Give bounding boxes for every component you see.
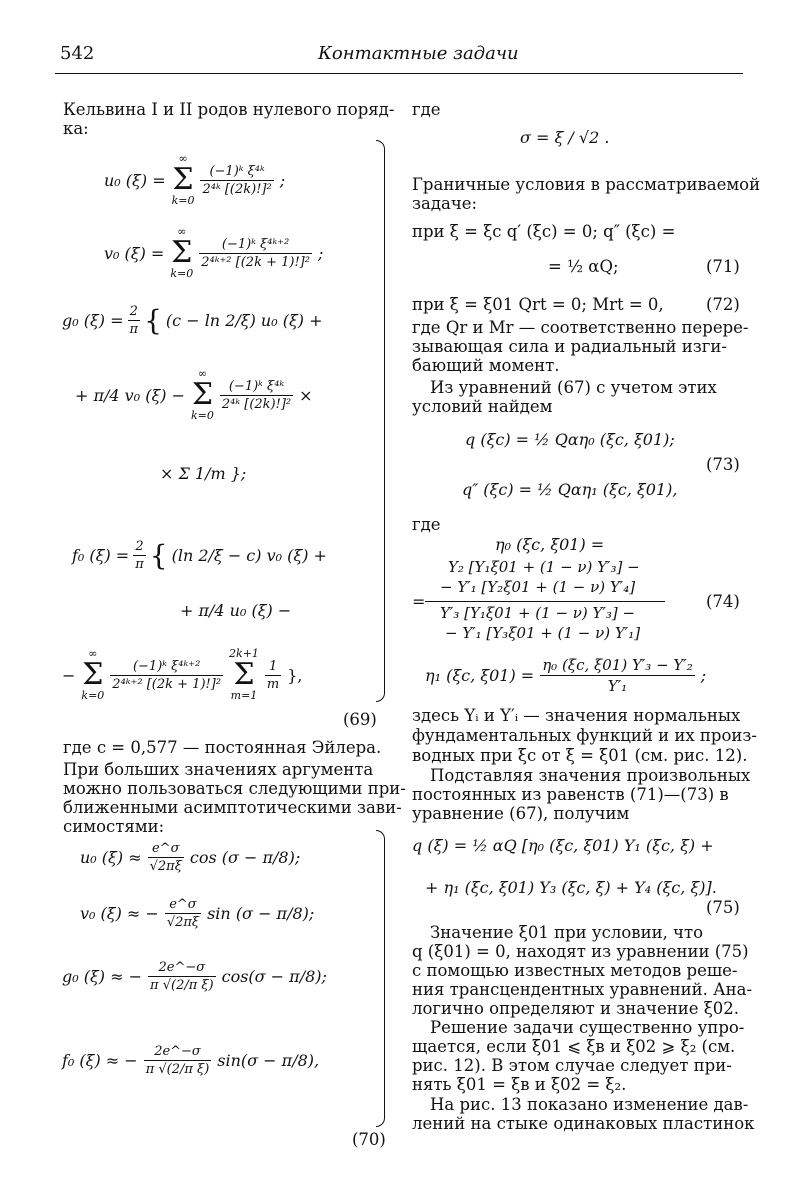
eq71-number: (71) [706, 257, 740, 276]
from-67-text: Из уравнений (67) с учетом этих условий найдем [412, 378, 717, 416]
eq69-u0: u₀ (ξ) = ∞ Σ k=0 $\frac{\text{(−1)ᵏ ξ⁴ᵏ}}{\text{2⁴ᵏ [(2k)!]²}}$ ; [104, 152, 286, 207]
eq74-num2: − Y′₁ [Y₂ξ01 + (1 − ν) Y′₄] [440, 578, 636, 596]
eq74-den1: Y′₃ [Y₁ξ01 + (1 − ν) Y′₃] − [440, 604, 636, 622]
eq73-line2: q″ (ξc) = ½ Qαη₁ (ξc, ξ01), [462, 480, 678, 499]
paragraph-fig13: На рис. 13 показано изменение дав- лений на стыке одинаковых пластинок [412, 1095, 755, 1133]
eq70-u0: u₀ (ξ) ≈ $\frac{e\^{}\sigma}{√2\pi\xi}$ cos (σ − π/8); [80, 840, 301, 874]
eq75-number: (75) [706, 898, 740, 917]
eq70-v0: v₀ (ξ) ≈ − $\frac{e\^{}\sigma}{√2\pi\xi}$ sin (σ − π/8); [80, 896, 315, 930]
condition-71-line2: = ½ αQ; [548, 257, 619, 276]
eq73-number: (73) [706, 455, 740, 474]
sigma-definition: σ = ξ / √2 . [520, 128, 610, 147]
eq70-f0: f₀ (ξ) ≈ − $\frac{2e\^{}-\sigma}{\text{π √(2/π ξ)}}$ sin(σ − π/8), [62, 1043, 320, 1077]
eq69-number: (69) [343, 710, 377, 729]
page-number: 542 [60, 43, 95, 64]
condition-71-line1: при ξ = ξc q′ (ξc) = 0; q″ (ξc) = [412, 222, 676, 241]
eq69-g0: g₀ (ξ) = $\frac{2}{\pi}$ { (c − ln 2/ξ) u₀ (ξ) + [62, 303, 323, 337]
intro-text: Кельвина I и II родов нулевого поряд- ка: [63, 100, 395, 138]
eq74-fraction-bar [425, 601, 665, 602]
eq74-num1: Y₂ [Y₁ξ01 + (1 − ν) Y′₃] − [448, 558, 640, 576]
eq75-line2: + η₁ (ξc, ξ01) Y₃ (ξc, ξ) + Y₄ (ξc, ξ)]. [425, 878, 717, 897]
asymptotic-intro: При больших значениях аргумента можно пользоваться следующими при- ближенными асимптотическими зави- симостями: [63, 760, 406, 836]
where-72-text: где Qr и Mr — соответственно перере- зывающая сила и радиальный изги- бающий момент. [412, 318, 749, 375]
eq75-line1: q (ξ) = ½ αQ [η₀ (ξc, ξ01) Y₁ (ξc, ξ) + [412, 836, 714, 855]
header-rule [55, 73, 743, 74]
eq74-den2: − Y′₁ [Y₃ξ01 + (1 − ν) Y′₁] [445, 624, 641, 642]
eq74-equals: = [412, 592, 426, 611]
eq70-g0: g₀ (ξ) ≈ − $\frac{2e\^{}-\sigma}{\text{π √(2/π ξ)}}$ cos(σ − π/8); [62, 959, 327, 993]
paragraph-simplification: Решение задачи существенно упро- щается, если ξ01 ⩽ ξв и ξ02 ⩾ ξ₂ (см. рис. 12). В этом случае следует при- нять ξ01 = ξв и ξ02 = ξ₂. [412, 1018, 745, 1094]
eq69-g0-line2: + π/4 v₀ (ξ) − ∞ Σ k=0 $\frac{\text{(−1)ᵏ ξ⁴ᵏ}}{\text{2⁴ᵏ [(2k)!]²}}$ × [75, 367, 313, 422]
here-text: здесь Yᵢ и Y′ᵢ — значения нормальных фундаментальных функций и их произ- водных при ξc от ξ = ξ01 (см. рис. 12). [412, 706, 757, 765]
euler-constant-text: где c = 0,577 — постоянная Эйлера. [63, 738, 382, 757]
eq69-brace [376, 140, 385, 702]
eq69-g0-line3: × Σ 1/m }; [160, 463, 247, 483]
gde-2: где [412, 515, 441, 534]
paragraph-xi01: Значение ξ01 при условии, что q (ξ01) = 0, находят из уравнении (75) с помощью известных методов реше- ния трансцендентных уравнений. Ана- логично определяют и значение ξ02. [412, 923, 753, 1018]
eq69-f0-line3: − ∞ Σ k=0 $\frac{\text{(−1)ᵏ ξ⁴ᵏ⁺²}}{\text{2⁴ᵏ⁺² [(2k + 1)!]²}}$ 2k+1 Σ m=1 $\frac{1}{m}$ }, [62, 647, 303, 702]
eq70-brace [376, 830, 385, 1127]
eq74-number: (74) [706, 592, 740, 611]
eq74-head: η₀ (ξc, ξ01) = [495, 535, 605, 554]
substitution-text: Подставляя значения произвольных постоянных из равенств (71)—(73) в уравнение (67), получим [412, 766, 751, 823]
eq70-number: (70) [352, 1130, 386, 1149]
eq72-number: (72) [706, 295, 740, 314]
gde-1: где [412, 100, 441, 119]
eq69-f0: f₀ (ξ) = $\frac{2}{\pi}$ { (ln 2/ξ − c) v₀ (ξ) + [72, 538, 327, 572]
running-title: Контактные задачи [318, 43, 519, 64]
eq73-line1: q (ξc) = ½ Qαη₀ (ξc, ξ01); [465, 430, 675, 449]
eq69-f0-line2: + π/4 u₀ (ξ) − [180, 600, 292, 620]
condition-72: при ξ = ξ01 Qrt = 0; Mrt = 0, [412, 295, 664, 314]
eta1-equation: η₁ (ξc, ξ01) = $\frac{\text{η₀ (ξc, ξ01) Y′₃ − Y′₂}}{\text{Y′₁}}$ ; [425, 655, 707, 695]
eq69-v0: v₀ (ξ) = ∞ Σ k=0 $\frac{\text{(−1)ᵏ ξ⁴ᵏ⁺²}}{\text{2⁴ᵏ⁺² [(2k + 1)!]²}}$ ; [104, 225, 324, 280]
boundary-conditions-text: Граничные условия в рассматриваемой задаче: [412, 175, 761, 213]
